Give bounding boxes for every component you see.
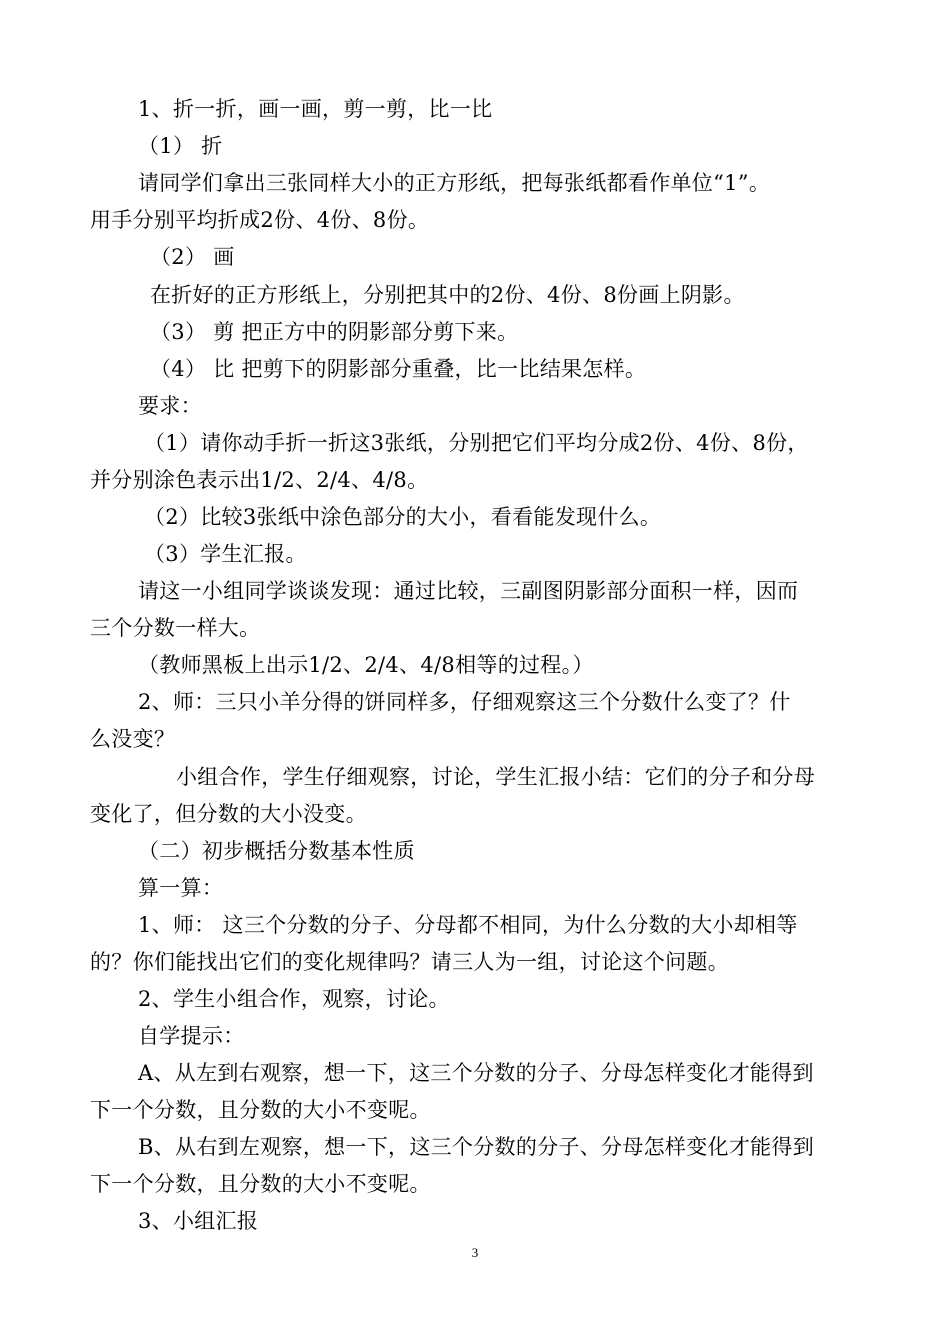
text-line: 3、小组汇报 bbox=[138, 1209, 259, 1233]
text-line: 要求： bbox=[138, 394, 202, 418]
text-line: （二）初步概括分数基本性质 bbox=[138, 839, 415, 863]
text-line: 小组合作，学生仔细观察，讨论，学生汇报小结：它们的分子和分母 bbox=[176, 765, 815, 789]
text-line: 变化了，但分数的大小没变。 bbox=[90, 802, 367, 826]
text-line: 三个分数一样大。 bbox=[90, 616, 261, 640]
text-line: （3） 剪 把正方中的阴影部分剪下来。 bbox=[150, 320, 519, 344]
text-line: B、从右到左观察，想一下，这三个分数的分子、分母怎样变化才能得到 bbox=[138, 1135, 815, 1159]
text-line: 的？你们能找出它们的变化规律吗？请三人为一组，讨论这个问题。 bbox=[90, 950, 729, 974]
text-line: 2、师：三只小羊分得的饼同样多，仔细观察这三个分数什么变了？什 bbox=[138, 690, 791, 714]
text-line: A、从左到右观察，想一下，这三个分数的分子、分母怎样变化才能得到 bbox=[138, 1061, 814, 1085]
text-line: （2） 画 bbox=[150, 245, 235, 269]
text-line: 1、折一折，画一画，剪一剪，比一比 bbox=[138, 97, 493, 121]
text-line: 1、师： 这三个分数的分子、分母都不相同，为什么分数的大小却相等 bbox=[138, 913, 798, 937]
text-line: 用手分别平均折成2份、4份、8份。 bbox=[90, 208, 430, 232]
text-line: 请同学们拿出三张同样大小的正方形纸，把每张纸都看作单位“1”。 bbox=[138, 171, 771, 195]
text-line: （教师黑板上出示1/2、2/4、4/8相等的过程。） bbox=[138, 653, 594, 677]
text-line: 下一个分数，且分数的大小不变呢。 bbox=[90, 1172, 431, 1196]
text-line: 下一个分数，且分数的大小不变呢。 bbox=[90, 1098, 431, 1122]
text-line: 在折好的正方形纸上，分别把其中的2份、4份、8份画上阴影。 bbox=[150, 283, 745, 307]
text-line: （2）比较3张纸中涂色部分的大小，看看能发现什么。 bbox=[144, 505, 662, 529]
page-number: 3 bbox=[471, 1245, 479, 1260]
text-line: （4） 比 把剪下的阴影部分重叠，比一比结果怎样。 bbox=[150, 357, 647, 381]
text-line: 请这一小组同学谈谈发现：通过比较，三副图阴影部分面积一样，因而 bbox=[138, 579, 799, 603]
text-line: 2、学生小组合作，观察，讨论。 bbox=[138, 987, 450, 1011]
text-line: （3）学生汇报。 bbox=[144, 542, 307, 566]
text-line: 并分别涂色表示出1/2、2/4、4/8。 bbox=[90, 468, 429, 492]
text-line: 么没变？ bbox=[90, 727, 176, 751]
text-line: 自学提示： bbox=[138, 1024, 245, 1048]
text-line: 算一算： bbox=[138, 876, 224, 900]
text-line: （1）请你动手折一折这3张纸，分别把它们平均分成2份、4份、8份， bbox=[144, 431, 809, 455]
text-line: （1） 折 bbox=[138, 134, 223, 158]
